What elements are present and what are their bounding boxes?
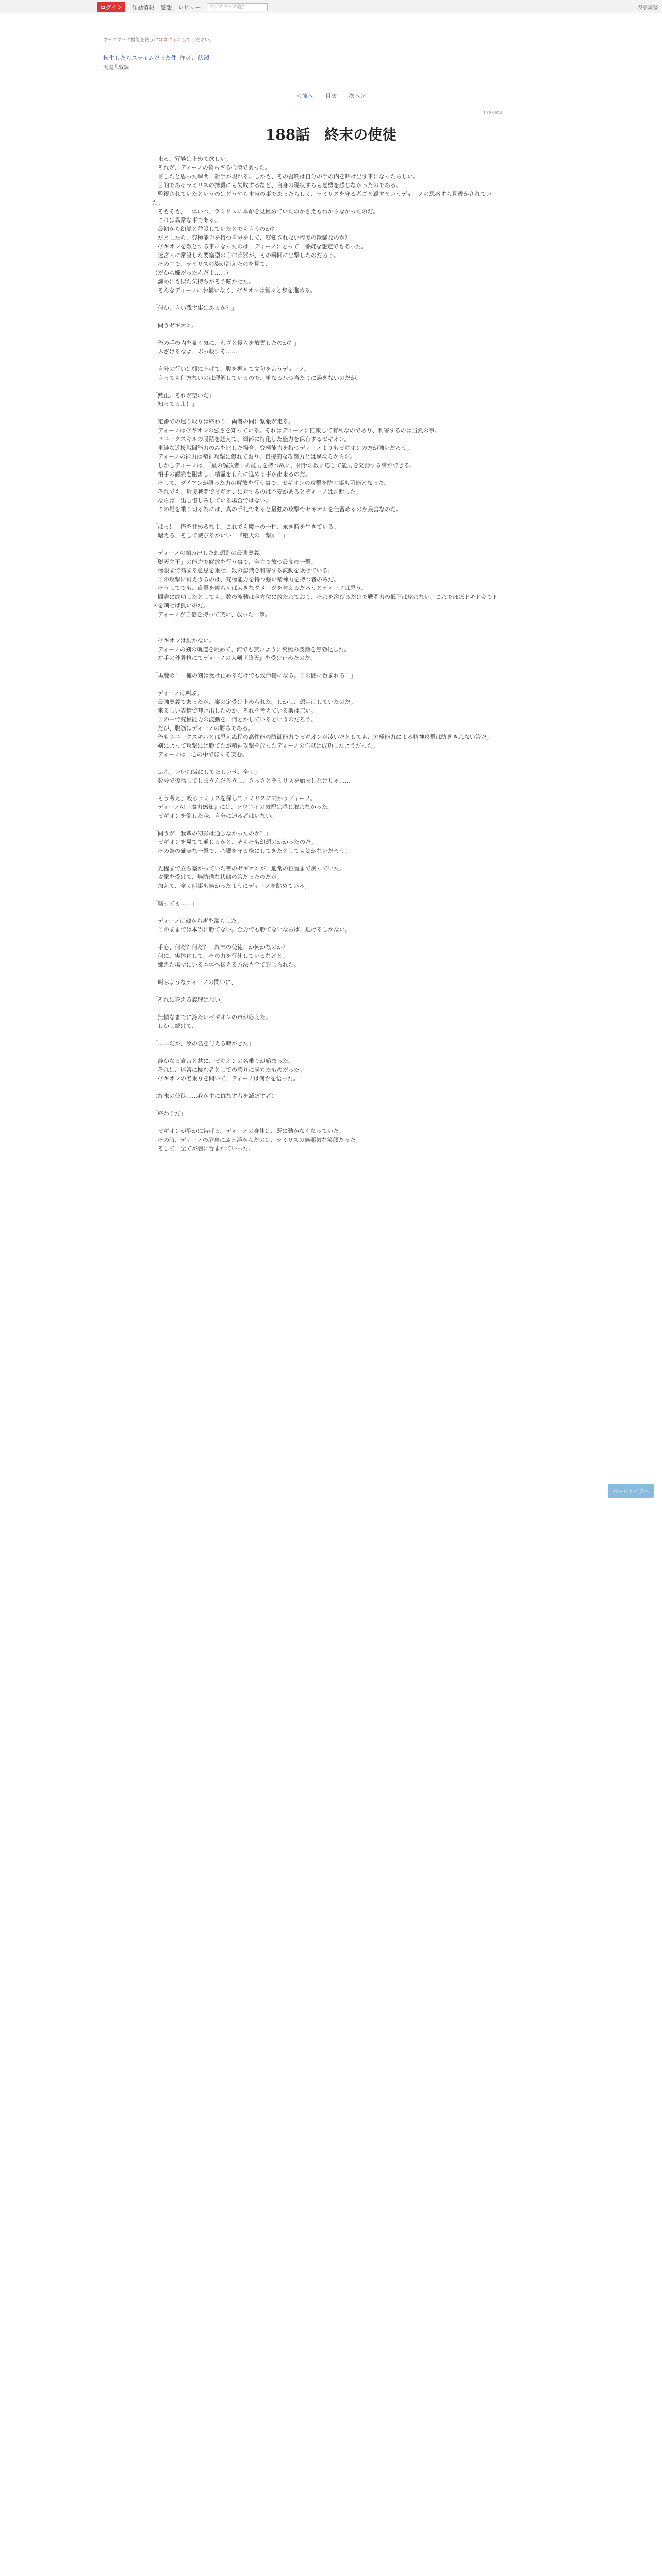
- paragraph: ディーノはゼギオンの強さを知っている。それはディーノに匹敵して有利なのであり、利害するのは当然の事。: [152, 427, 440, 434]
- login-button[interactable]: ログイン: [97, 2, 125, 12]
- paragraph: 「それに答える義理はない」: [152, 996, 226, 1003]
- paragraph: 左手の外骨格にてディーノの大剣『堕天』を受け止めたのだ。: [152, 655, 316, 662]
- paragraph: 「何か、言い残す事はあるか？」: [152, 304, 237, 311]
- paragraph: これは異常な事である。: [152, 217, 220, 224]
- paragraph: 静かなる宣言と共に、ゼギオンの名乗りが始まった。: [152, 1058, 294, 1064]
- paragraph: このままでは本当に勝てない。全力でも勝てないならば、逃げるしかない。: [152, 926, 351, 933]
- paragraph: そうしてでも、直撃を喰らえば大きなダメージを与えるだろうとディーノは思う。: [152, 585, 367, 591]
- paragraph: 言っても仕方ないのは理解しているので、単なる八つ当たりに過ぎないのだが。: [152, 375, 362, 381]
- paragraph: [152, 330, 503, 338]
- paragraph: ゼギオンが静かに告げる。ディーノの身体は、既に動かなくなっていた。: [152, 1128, 344, 1134]
- top-nav: [97, 2, 268, 12]
- paragraph: 「俺の手の内を暴く気に、わざと侵入を放置したのか？」: [152, 340, 300, 346]
- paragraph: ディーノは、心の中でほくそ笑む。: [152, 751, 248, 758]
- bookmark-add-box[interactable]: ブックマーク追加: [207, 3, 268, 11]
- paragraph: 「手応、何だ？何だ？『終末の使徒』か何かなのか？」: [152, 944, 294, 951]
- paragraph: [152, 855, 503, 864]
- paragraph: 首したと思った瞬間、新手が現れる。しかも、その召喚は自分の手の内を晒け出す事になったらしい。: [152, 173, 419, 180]
- paragraph: [152, 1048, 503, 1057]
- prev-link[interactable]: ＜前へ: [296, 93, 313, 99]
- paragraph: そして、ダイアンが語った力の解放を行う事で、ゼギオンの攻撃を防ぐ事も可能となった。: [152, 480, 390, 486]
- paragraph: [152, 409, 503, 417]
- chapter-group: 天魔大戦編: [103, 65, 129, 71]
- paragraph: それは、迷宮に棲む者としての誇りに満ちたものだった。: [152, 1066, 305, 1073]
- paragraph: 自分の行いは棚に上げて、腹を据えて文句を言うディーノ。: [152, 366, 310, 372]
- paragraph: ならば、出し惜しみしている場合ではない。: [152, 497, 271, 504]
- paragraph: ゼギオンの名乗りを聞いて、ディーノは何かを悟った。: [152, 1075, 299, 1082]
- paragraph: 極限まで高まる意思を乗せ、数の認識を利害する波動を乗せている。: [152, 567, 334, 574]
- paragraph: 「はっ！ 俺を甘めるなよ。これでも魔王の一柱、永き時を生きている。: [152, 523, 339, 530]
- paragraph: [152, 1083, 503, 1092]
- paragraph: [152, 663, 503, 671]
- notice-text-after: してください。: [181, 38, 214, 43]
- nav-item-reviews[interactable]: 感想: [160, 4, 172, 11]
- paragraph: この攻撃に耐えうるのは、究極能力を持つ強い精神力を持つ者のみだ。: [152, 576, 339, 583]
- paragraph: ゼギオンを敵とする事になったのは、ディーノにとって一番嫌な想定でもあった。: [152, 243, 367, 250]
- paragraph: 攻撃を受けて、無防備な状態の筈だったのだが。: [152, 874, 283, 880]
- paragraph: それでも、近接戦闘でゼギオンに対するのは不安があるとディーノは判断した。: [152, 488, 361, 495]
- paragraph: 加えて、全く何事も無かったようにディーノを眺めている。: [152, 883, 310, 889]
- paragraph: ふざけるなよ、ぶっ殺すぞ……: [152, 348, 237, 355]
- nav-item-review[interactable]: レビュー: [178, 4, 201, 11]
- paragraph: [152, 934, 503, 943]
- paragraph: 「堕天之王」の能力で解放を行う事で、全力で放つ最高の一撃。: [152, 558, 317, 565]
- paragraph: ディーノの能力は精神攻撃に優れており、直接的な攻撃力とは異なるからだ。: [152, 453, 356, 460]
- paragraph: 迷宮内に常設した要塞型の自律兵器が、その瞬間に出撃したのだろう。: [152, 252, 339, 259]
- paragraph: それが、ディーノの偽らざる心情であった。: [152, 164, 271, 171]
- paragraph: ゼギオンを倒した今、自分に迫る者はいない。: [152, 812, 277, 819]
- display-settings-link[interactable]: 表示調整: [637, 5, 658, 11]
- paragraph: 最初から幻覚と並設していたとでも言うのか？: [152, 226, 277, 232]
- paragraph: 嫌えた場所にいる本体へ伝える方法も全て封じられた。: [152, 961, 300, 968]
- paragraph: 俺もユニークスキルとは思えぬ程の高性能の防御能力でゼギオンが凌いだとしても、究極能力による精神攻撃は防ぎきれない筈だ。: [152, 734, 492, 740]
- paragraph: その時、ディーノの脳裏にふと浮かんだのは、ラミリスの無邪気な笑顔だった。: [152, 1137, 361, 1143]
- paragraph: 目的であるラミリスの抹殺にも失敗するなど、自身の現状すらも危機を感じなかったのである。: [152, 182, 402, 189]
- paragraph: [152, 969, 503, 978]
- paragraph: 「馬鹿め！ 俺の剣は受け止めるだけでも致命傷になる。この闇に呑まれろ！」: [152, 672, 356, 679]
- paragraph: [152, 820, 503, 829]
- paragraph: ユニークスキルの段階を超えて、細部に特化した能力を保有するゼギオン。: [152, 436, 350, 443]
- paragraph: [152, 356, 503, 365]
- paragraph: 「問うが、我輩の幻影は通じなかったのか？」: [152, 830, 271, 837]
- paragraph: 剣によって攻撃には勝てたが精神攻撃を放ったディーノの作戦は成功したようだった。: [152, 742, 378, 749]
- paragraph: 曙えろ、そして滅びるがいい！『堕天の一撃』！」: [152, 532, 288, 539]
- paragraph: ディーノの編み出した幻想剣の最強奥義。: [152, 550, 265, 556]
- toc-link[interactable]: 目次: [325, 93, 337, 99]
- paragraph: この場を乗り切る為には、真の手札であると最強の攻撃でゼギオンを仕留めるのが最善なのだ。: [152, 506, 402, 513]
- author-label: 作者：: [179, 55, 197, 61]
- paragraph: 「黙止。それが望いだ」: [152, 392, 214, 399]
- notice-login-link[interactable]: ログイン: [163, 38, 181, 43]
- paragraph: だが、腹筋はディーノの勝ちである。: [152, 725, 254, 732]
- paragraph: 監視されていたというのはどうやら本当の事であったらしく、ラミリスを守る者ごと殺すというディーノの思惑すら見透かされていた。: [152, 191, 492, 206]
- episode-number: 178/304: [483, 111, 502, 116]
- author-link[interactable]: 伏瀬: [197, 55, 209, 61]
- paragraph: [152, 987, 503, 995]
- paragraph: 「終わりだ」: [152, 1110, 186, 1117]
- paragraph: この中で究極能力の波動を、何とかしているというのだろう。: [152, 716, 317, 723]
- paragraph: [152, 619, 503, 628]
- notice-text-before: ブックマーク機能を使うには: [103, 38, 163, 43]
- paragraph: [152, 295, 503, 303]
- paragraph: [152, 1118, 503, 1127]
- top-bar: [0, 0, 662, 13]
- paragraph: 「……だが、汝の名を与える時がきた」: [152, 1040, 254, 1047]
- paragraph: その為の確実な一撃で、心臓を守る様にしてきたとしても効かないだろう。: [152, 848, 351, 854]
- paragraph: ディーノは魂から声を漏らした。: [152, 918, 242, 924]
- paragraph: そもそも、一体いつ、ラミリスに本命を見極めていたのかさえもわからなかったのだ。: [152, 208, 379, 215]
- page-top-button[interactable]: ページトップへ: [608, 1484, 654, 1498]
- paragraph: 「ふん。いい加減にしてほしいぜ、全く」: [152, 769, 260, 775]
- episode-title: 188話 終末の使徒: [265, 126, 397, 143]
- paragraph: ディーノが自信を持って笑い、放った一撃。: [152, 611, 271, 618]
- paragraph: [152, 540, 503, 549]
- paragraph: [152, 1030, 503, 1039]
- paragraph: [152, 908, 503, 917]
- novel-body: [152, 155, 503, 1153]
- paragraph: ディーノの『魔力感知』には、ソウエイの気配は感じ取れなかった。: [152, 804, 333, 810]
- next-link[interactable]: 次へ＞: [349, 93, 366, 99]
- paragraph: [152, 1100, 503, 1109]
- paragraph: そんなディーノにお構いなく、ゼギオンは堂々と歩を進める。: [152, 287, 316, 294]
- paragraph: 先程まで立ち塞がっていた筈のゼギオンが、通常の位置まで戻っていた。: [152, 865, 345, 872]
- paragraph: 無情なまでに冷たいゼギオンの声が応えた。: [152, 1014, 271, 1021]
- paragraph: [152, 514, 503, 522]
- paragraph: 相手の認識を阻害し、精霊を有利に進める事が出来るのだ。: [152, 471, 311, 478]
- paragraph: 最強奥義であったが、案の定受け止められた。しかし、想定はしていたのだ。: [152, 699, 356, 705]
- paragraph: ディーノは叫ぶ。: [152, 690, 203, 697]
- paragraph: 回避に成功したとしても、数の波動は全方位に放たれており、それを浴びるだけで戦闘力の低下は免れない。これでほぼドキドキでトメを刺せば良いのだ。: [152, 594, 498, 609]
- paragraph: そして、全てが闇に呑まれていった。: [152, 1145, 254, 1152]
- paragraph: 諦めにも似た気持ちがそう呟かせた。: [152, 278, 254, 285]
- paragraph: 「知ってるよ！」: [152, 401, 197, 408]
- paragraph: ゼギオンを見てて通じるかと、そもそも幻想のかかったのだ。: [152, 839, 317, 845]
- paragraph: 来る。冗談は止めて欲しい。: [152, 156, 231, 162]
- paragraph: （終末の使徒……我が主に仇なす者を滅ぼす者）: [152, 1093, 277, 1099]
- bookmark-notice: [103, 36, 214, 43]
- paragraph: 単純な近接戦闘能力のみを比した場合、究極能力を持つディーノよりもゼギオンの方が強いだろう。: [152, 445, 412, 451]
- paragraph: [152, 1004, 503, 1013]
- paragraph: ディーノの剣の軌道を眺めて、何でも無いように究極の波動を無効化した。: [152, 646, 350, 653]
- paragraph: [152, 785, 503, 794]
- paragraph: [152, 312, 503, 321]
- pager-top: [0, 92, 662, 100]
- paragraph: そう考え、殴るラミリスを探してラミリスに向かうディーノ。: [152, 795, 316, 802]
- paragraph: [152, 680, 503, 689]
- paragraph: しかし続けて、: [152, 1023, 197, 1029]
- paragraph: [152, 628, 503, 636]
- paragraph: 問うゼギオン。: [152, 322, 197, 329]
- paragraph: [152, 382, 503, 391]
- paragraph: その中で、ラミリスの姿が消えたのを見て、: [152, 261, 271, 267]
- paragraph: 来るしい表情で呻き出したのか、それを考えている暇は無い。: [152, 707, 317, 714]
- paragraph: 何に、実体化して、その力を行使しているなどと。: [152, 953, 288, 959]
- paragraph: しかしディーノは、「星の解放者」の能力を持つ故に、相手の数に応じて能力を発動する事ができる。: [152, 462, 416, 469]
- paragraph: （だから嫌だったんだよ……）: [152, 269, 231, 276]
- paragraph: [152, 890, 503, 899]
- paragraph: だとしたら、究極能力を持つ自分をして、察知されない程度の欺瞞なのか？: [152, 234, 351, 241]
- paragraph: [152, 759, 503, 768]
- paragraph: 数分で復活してしまうんだろうし、さっさとラミリスを始末しなけりゃ……: [152, 777, 351, 784]
- paragraph: 定番での遣り取りは終わり、両者の間に緊張が走る。: [152, 418, 294, 425]
- series-info: [103, 54, 209, 62]
- paragraph: 叫ぶようなディーノの問いに、: [152, 979, 237, 986]
- paragraph: ゼギオンは動かない。: [152, 637, 214, 644]
- paragraph: 「嘘ってぇ……」: [152, 900, 197, 907]
- nav-item-info[interactable]: 作品情報: [131, 4, 155, 11]
- series-title-link[interactable]: 転生したらスライムだった件: [103, 55, 177, 61]
